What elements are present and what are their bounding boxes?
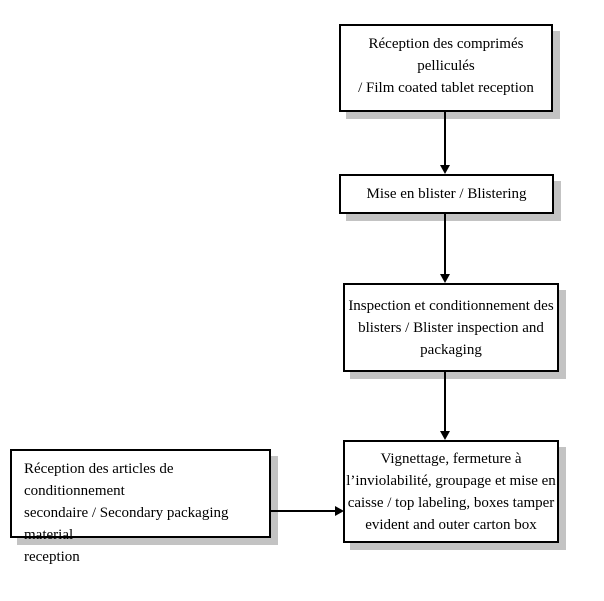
node-text-line: Vignettage, fermeture à [380, 450, 522, 467]
arrow-line-reception-to-blistering [444, 112, 446, 165]
node-text-line: blisters / Blister inspection and [358, 319, 544, 336]
node-text-line: Mise en blister / Blistering [366, 186, 527, 202]
node-blistering [339, 174, 554, 214]
node-text-line: packaging [420, 341, 482, 358]
node-text-line: caisse / top labeling, boxes tamper [347, 494, 555, 511]
node-text-line: Inspection et conditionnement des [348, 297, 554, 314]
node-text-line: reception [24, 549, 80, 565]
node-text-line: Réception des comprimés pelliculés [368, 36, 524, 74]
arrowhead-down-icon [440, 165, 450, 174]
arrow-line-blistering-to-inspection [444, 214, 446, 274]
arrow-line-packaging-to-labeling [271, 510, 335, 512]
node-text-line: / Film coated tablet reception [358, 80, 534, 96]
node-text-line: secondaire / Secondary packaging material [24, 505, 229, 543]
node-text-line: l’inviolabilité, groupage et mise en [346, 472, 556, 489]
node-film-tablet-reception [339, 24, 553, 112]
node-secondary-packaging-reception [10, 449, 271, 565]
arrow-line-inspection-to-labeling [444, 372, 446, 431]
node-text-line: Réception des articles de conditionnement [24, 461, 174, 499]
node-blister-inspection [343, 283, 559, 372]
arrowhead-down-icon [440, 431, 450, 440]
node-labeling-tamper-carton [343, 440, 559, 543]
arrowhead-down-icon [440, 274, 450, 283]
node-text-line: evident and outer carton box [365, 516, 537, 533]
